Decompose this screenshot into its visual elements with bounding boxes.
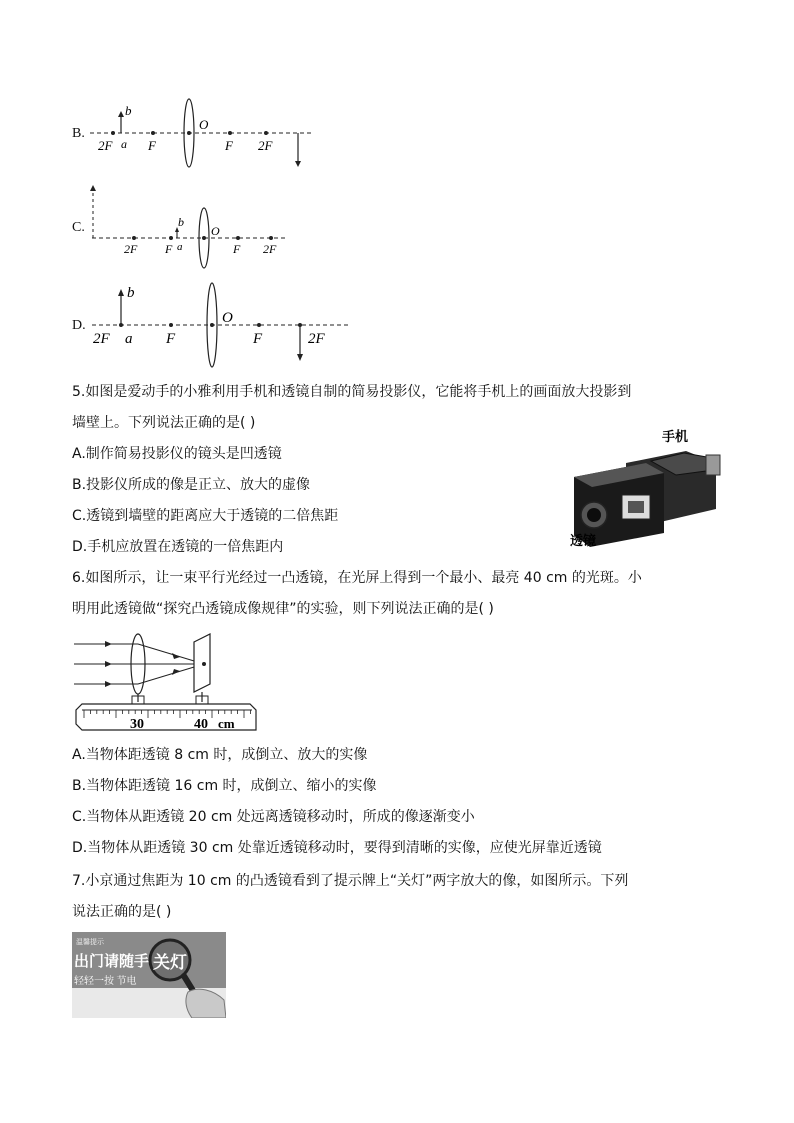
opt-c-o: O	[211, 224, 220, 238]
opt-d-2f-left: 2F	[93, 331, 110, 347]
q5-option-b: B.投影仪所成的像是正立、放大的虚像	[72, 477, 311, 493]
q6-option-c: C.当物体从距透镜 20 cm 处远离透镜移动时，所成的像逐渐变小	[72, 809, 475, 825]
opt-c-2f-left: 2F	[124, 242, 138, 256]
opt-c-b: b	[178, 215, 184, 229]
q6-stem-line1: 6.如图所示，让一束平行光经过一凸透镜，在光屏上得到一个最小、最亮 40 cm 的光斑。小	[72, 570, 642, 586]
option-c-diagram	[88, 180, 298, 275]
ruler-unit: cm	[218, 716, 235, 731]
q5-option-a: A.制作简易投影仪的镜头是凹透镜	[72, 446, 282, 462]
opt-c-f-right: F	[233, 242, 241, 256]
option-d-diagram	[88, 282, 353, 372]
sign-main-text: 出门请随手	[74, 954, 150, 970]
focal-length-experiment	[72, 630, 262, 740]
phone-label: 手机	[662, 429, 689, 444]
opt-b-2f-right: 2F	[258, 138, 273, 153]
option-b-diagram	[88, 95, 318, 175]
q5-stem-line1: 5.如图是爱动手的小雅利用手机和透镜自制的简易投影仪，它能将手机上的画面放大投影到	[72, 384, 632, 400]
opt-b-o: O	[199, 117, 209, 132]
opt-d-o: O	[222, 310, 233, 326]
sign-top-text: 温馨提示	[76, 938, 104, 946]
opt-b-f-left: F	[148, 138, 156, 153]
opt-c-a: a	[177, 241, 183, 253]
opt-d-a: a	[125, 331, 133, 347]
q7-stem-line2: 说法正确的是( )	[72, 904, 172, 920]
lens-label: 透镜	[570, 533, 597, 548]
q6-option-a: A.当物体距透镜 8 cm 时，成倒立、放大的实像	[72, 747, 368, 763]
q6-stem-line2: 明用此透镜做“探究凸透镜成像规律”的实验，则下列说法正确的是( )	[72, 601, 494, 617]
q6-option-b: B.当物体距透镜 16 cm 时，成倒立、缩小的实像	[72, 778, 377, 794]
opt-c-f-left: F	[165, 242, 173, 256]
ruler-mark-30: 30	[130, 717, 144, 732]
q6-option-d: D.当物体从距透镜 30 cm 处靠近透镜移动时，要得到清晰的实像，应使光屏靠近透镜	[72, 840, 602, 856]
sign-bottom-text: 轻轻一按 节电	[74, 976, 137, 987]
ruler-mark-40: 40	[194, 717, 208, 732]
q5-option-c: C.透镜到墙壁的距离应大于透镜的二倍焦距	[72, 508, 339, 524]
opt-b-2f-left: 2F	[98, 138, 113, 153]
option-d-label: D.	[72, 318, 86, 333]
option-c-label: C.	[72, 220, 85, 235]
opt-b-f-right: F	[225, 138, 233, 153]
option-b-label: B.	[72, 126, 85, 141]
opt-d-2f-right: 2F	[308, 331, 325, 347]
magnifier-sign-figure	[72, 932, 226, 1018]
opt-d-f-right: F	[253, 331, 263, 347]
opt-c-2f-right: 2F	[263, 242, 277, 256]
opt-d-b: b	[127, 285, 135, 301]
projector-figure	[566, 425, 726, 553]
q7-stem-line1: 7.小京通过焦距为 10 cm 的凸透镜看到了提示牌上“关灯”两字放大的像，如图所示。下列	[72, 873, 629, 889]
q5-stem-line2: 墙壁上。下列说法正确的是( )	[72, 415, 256, 431]
q5-option-d: D.手机应放置在透镜的一倍焦距内	[72, 539, 284, 555]
opt-b-b: b	[125, 103, 132, 118]
opt-d-f-left: F	[166, 331, 176, 347]
opt-b-a: a	[121, 137, 127, 151]
sign-magnified-text: 关灯	[153, 953, 187, 972]
